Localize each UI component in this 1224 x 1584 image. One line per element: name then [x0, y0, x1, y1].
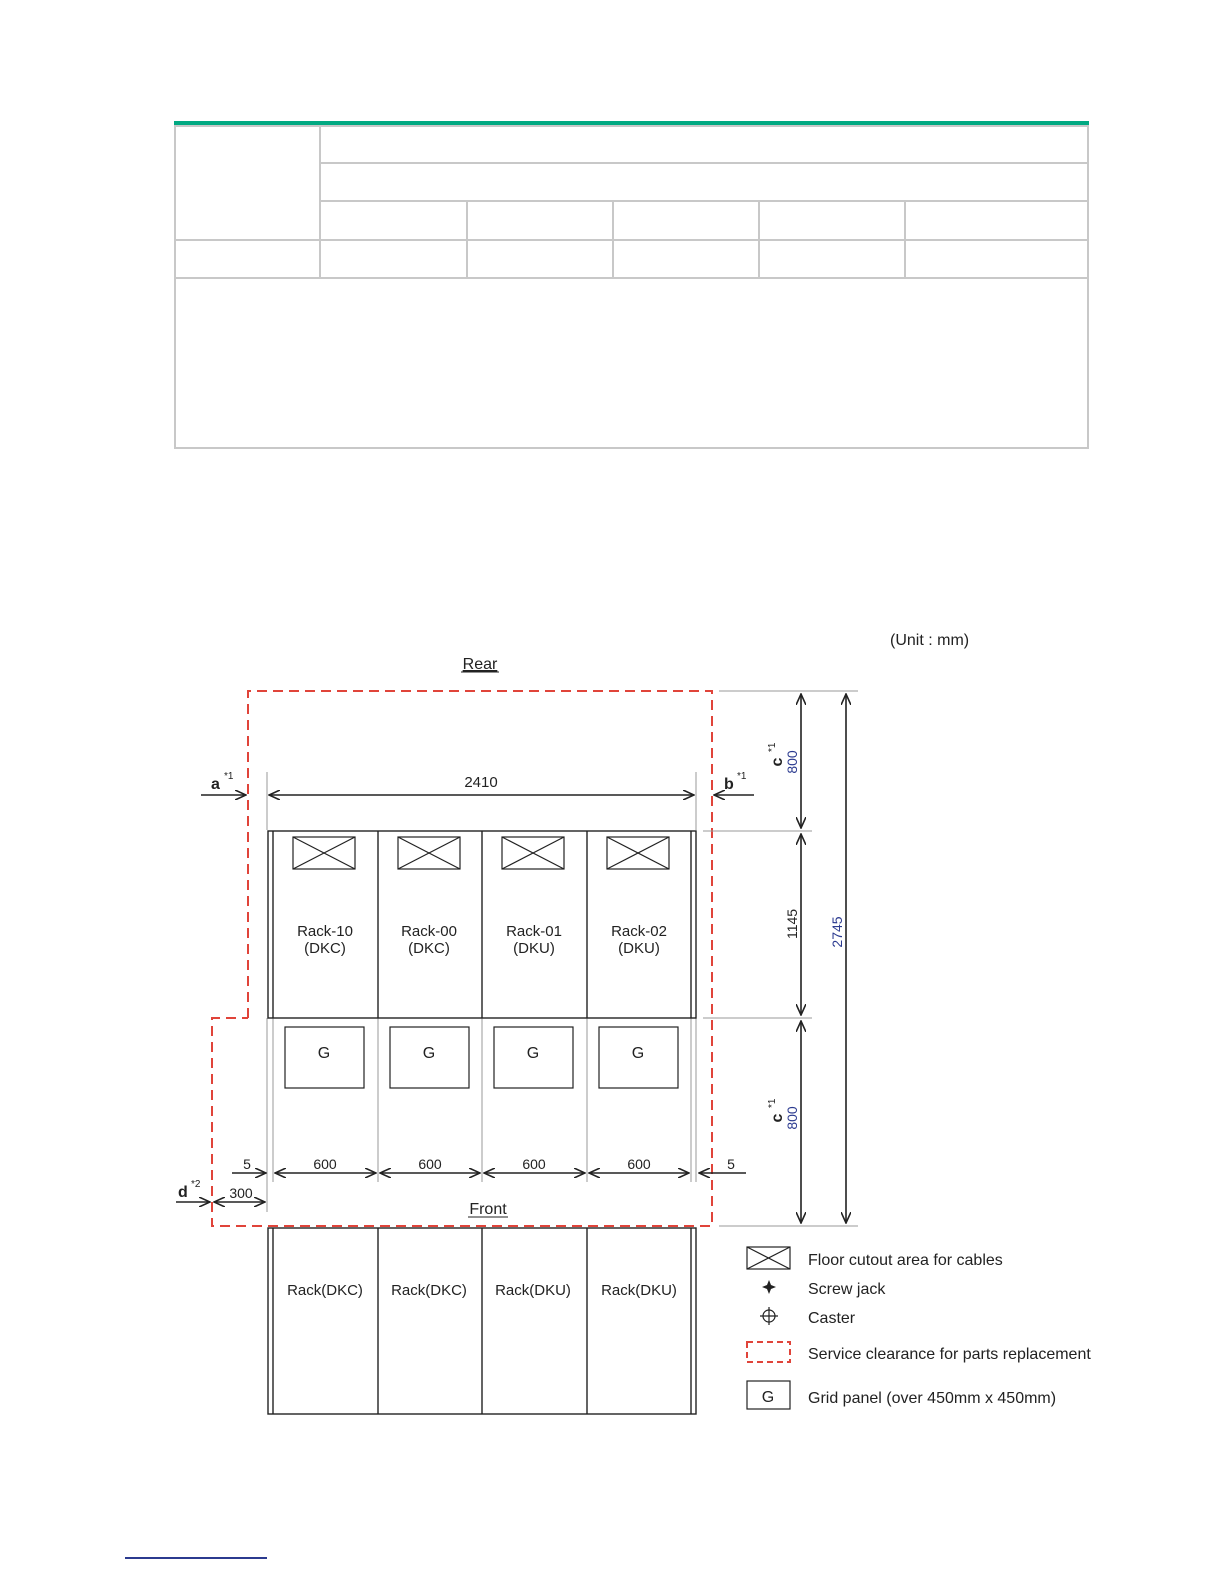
grid-panel-label: G — [631, 1045, 645, 1062]
rack-type: (DKC) — [408, 940, 450, 957]
legend-floor-cutout: Floor cutout area for cables — [808, 1252, 1003, 1269]
note-c-top-superscript: *1 — [767, 742, 778, 752]
note-c-bottom-superscript: *1 — [767, 1098, 778, 1108]
facing-rack-row — [268, 1228, 696, 1414]
dimension-2410: 2410 — [464, 774, 498, 791]
note-b: b — [724, 776, 734, 793]
facing-rack-label: Rack(DKC) — [391, 1282, 467, 1299]
dimension-2745-group — [829, 916, 845, 947]
legend-caster: Caster — [808, 1310, 856, 1327]
dimension-600: 600 — [418, 1156, 442, 1172]
rack-label: Rack-00 — [401, 923, 457, 940]
note-d-superscript: *2 — [191, 1179, 201, 1190]
legend-screw-jack: Screw jack — [808, 1281, 886, 1298]
dimension-2745: 2745 — [829, 916, 845, 948]
dimension-800-top-group — [784, 750, 800, 774]
service-clearance-outline — [212, 691, 712, 1226]
caster-icon — [760, 1307, 778, 1325]
extension-lines — [267, 691, 858, 1226]
dimension-300: 300 — [229, 1185, 253, 1201]
dimension-5-right: 5 — [727, 1156, 735, 1172]
dimension-800-top: 800 — [784, 750, 800, 774]
note-b-superscript: *1 — [737, 771, 747, 782]
floor-cutouts — [293, 837, 669, 869]
note-a: a — [211, 776, 220, 793]
screw-jack-icon — [762, 1280, 776, 1294]
note-a-superscript: *1 — [224, 771, 234, 782]
legend-grid-panel: Grid panel (over 450mm x 450mm) — [808, 1390, 1057, 1407]
facing-rack-label: Rack(DKC) — [287, 1282, 363, 1299]
note-c-bottom: c — [769, 1113, 786, 1123]
front-label: Front — [469, 1201, 507, 1218]
facing-rack-label: Rack(DKU) — [495, 1282, 571, 1299]
rack-label: Rack-10 — [297, 923, 353, 940]
dimension-600: 600 — [627, 1156, 651, 1172]
legend-service-clearance: Service clearance for parts replacement — [808, 1346, 1091, 1363]
rack-label: Rack-02 — [611, 923, 667, 940]
dimension-800-bottom-group — [784, 1106, 800, 1130]
facing-rack-label: Rack(DKU) — [601, 1282, 677, 1299]
dimension-1145-group — [784, 909, 800, 939]
rack-label: Rack-01 — [506, 923, 562, 940]
dimension-600: 600 — [313, 1156, 337, 1172]
service-clearance-icon — [747, 1342, 790, 1362]
rack-type: (DKU) — [618, 940, 660, 957]
rack-type: (DKU) — [513, 940, 555, 957]
floor-cutout-icon — [747, 1247, 790, 1269]
grid-panel-label: G — [317, 1045, 331, 1062]
grid-panel-symbol: G — [761, 1389, 775, 1406]
legend — [747, 1247, 1091, 1409]
grid-panel-label: G — [422, 1045, 436, 1062]
dimension-600: 600 — [522, 1156, 546, 1172]
unit-label: (Unit : mm) — [890, 632, 970, 649]
dimension-5-left: 5 — [243, 1156, 251, 1172]
note-c-top: c — [769, 757, 786, 767]
rear-label: Rear — [462, 656, 498, 673]
dimension-1145: 1145 — [784, 908, 800, 940]
grid-panel-label: G — [526, 1045, 540, 1062]
rack-type: (DKC) — [304, 940, 346, 957]
footnote-rule — [125, 1557, 267, 1559]
dimension-800-bottom: 800 — [784, 1106, 800, 1130]
note-d: d — [178, 1184, 188, 1201]
